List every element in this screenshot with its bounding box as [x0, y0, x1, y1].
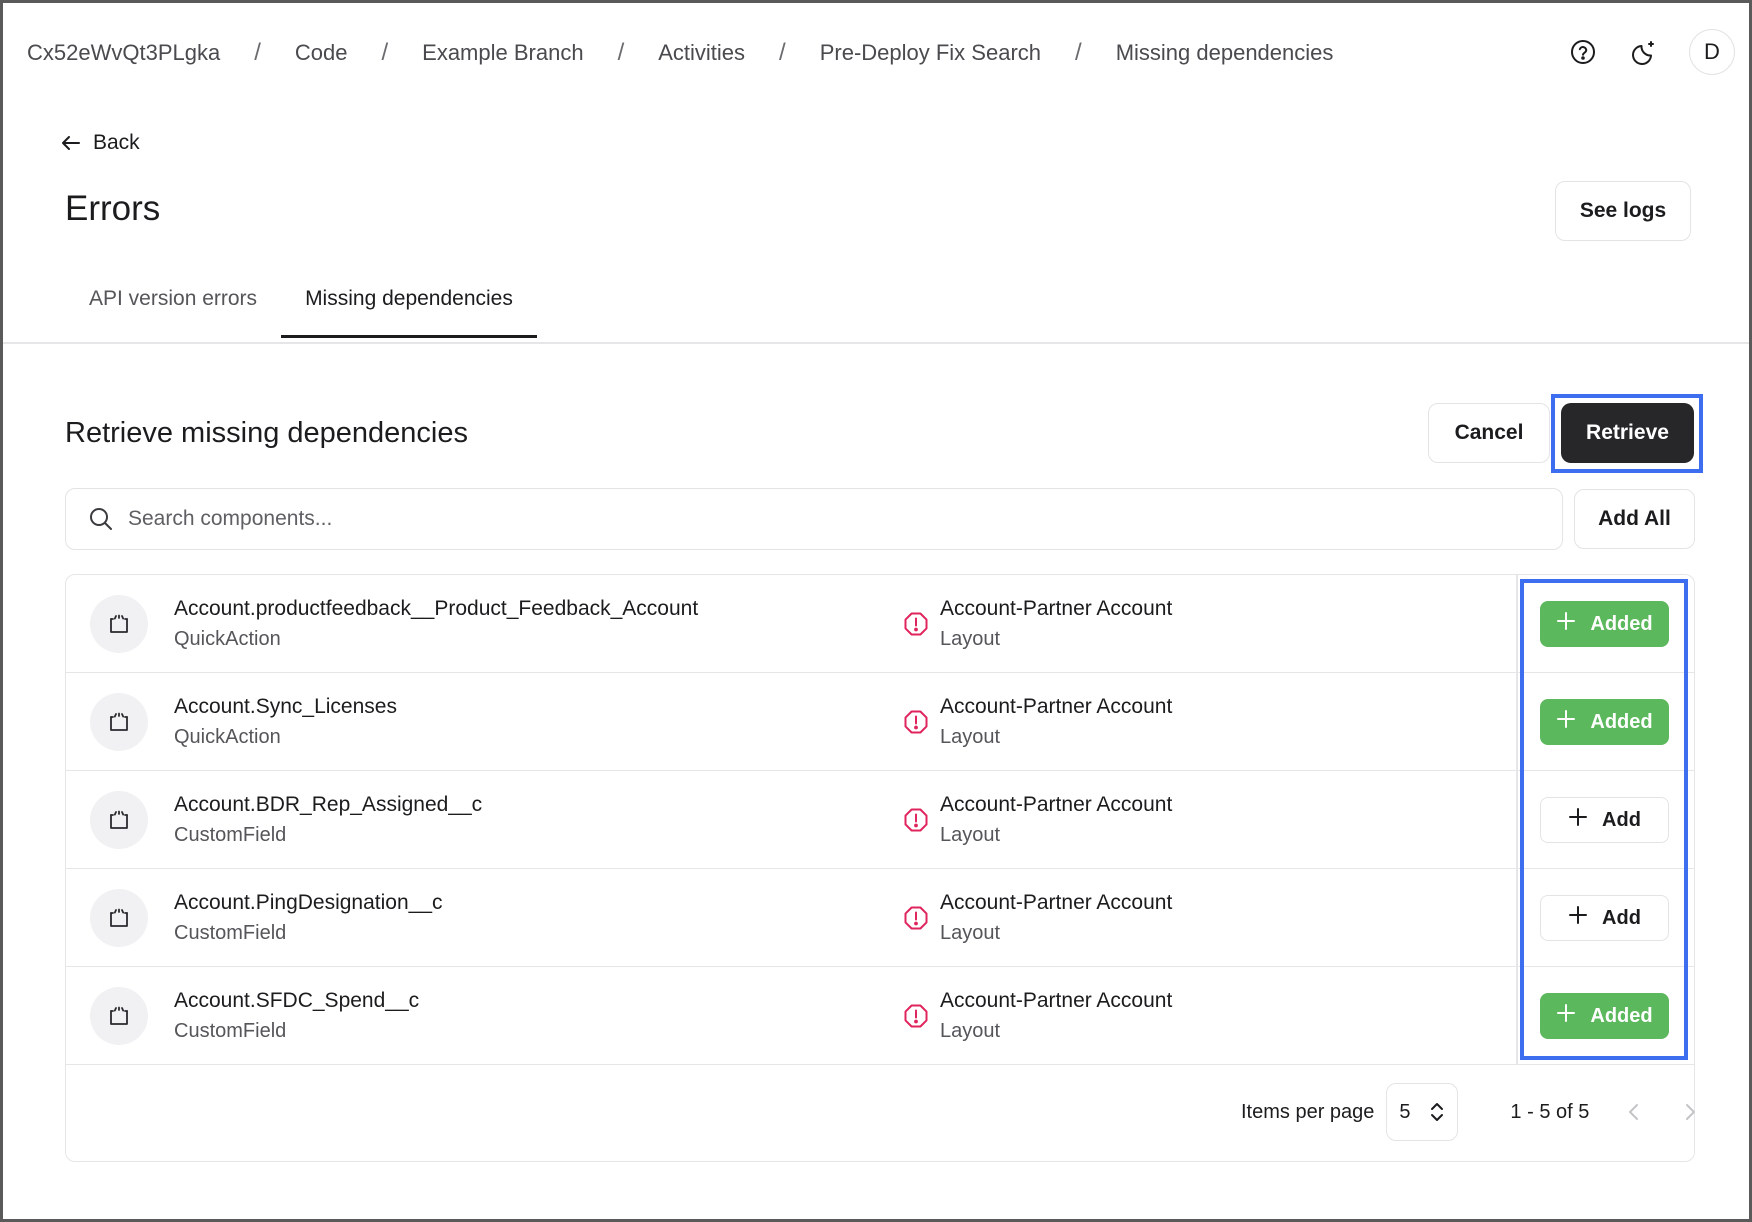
dependency-name: Account-Partner Account	[940, 989, 1173, 1012]
breadcrumb-item[interactable]: Example Branch	[422, 40, 584, 65]
search-input[interactable]	[128, 507, 1528, 531]
chevron-left-icon	[1627, 1101, 1641, 1123]
tab-api-version-errors[interactable]: API version errors	[89, 287, 258, 310]
table-rows	[66, 575, 1694, 1065]
component-icon	[90, 791, 148, 849]
component-icon	[90, 693, 148, 751]
row-add-button-label: Added	[1590, 710, 1653, 733]
breadcrumb-separator: /	[617, 39, 625, 66]
component-icon	[90, 987, 148, 1045]
search-icon	[88, 506, 114, 532]
items-per-page-select[interactable]	[1386, 1083, 1458, 1141]
dependency-type: Layout	[940, 922, 1001, 944]
header-actions	[1565, 29, 1735, 75]
chevron-right-icon	[1683, 1101, 1697, 1123]
component-type: QuickAction	[174, 628, 281, 650]
breadcrumb-separator: /	[1075, 39, 1082, 66]
section-title: Retrieve missing dependencies	[65, 417, 468, 449]
table-row	[66, 673, 1694, 771]
warning-octagon-icon	[902, 610, 930, 638]
component-name: Account.BDR_Rep_Assigned__c	[174, 793, 483, 816]
breadcrumb	[27, 39, 1333, 67]
dependency-type: Layout	[940, 628, 1001, 650]
dependency-name: Account-Partner Account	[940, 891, 1173, 914]
component-name: Account.SFDC_Spend__c	[174, 989, 420, 1012]
dependency-type: Layout	[940, 824, 1001, 846]
actions-highlight-box	[1520, 579, 1688, 1060]
row-add-button-label: Add	[1602, 906, 1641, 929]
tab-bar	[65, 265, 537, 337]
component-type: QuickAction	[174, 726, 281, 748]
warning-octagon-icon	[902, 708, 930, 736]
items-per-page-value: 5	[1399, 1100, 1411, 1123]
dependency-name: Account-Partner Account	[940, 695, 1173, 718]
tab-missing-dependencies[interactable]: Missing dependencies	[281, 265, 537, 337]
component-icon	[90, 595, 148, 653]
previous-page-button[interactable]	[1623, 1101, 1645, 1123]
breadcrumb-item-current: Missing dependencies	[1115, 40, 1334, 65]
dependencies-table	[65, 574, 1695, 1162]
avatar[interactable]: D	[1689, 29, 1735, 75]
breadcrumb-separator: /	[254, 39, 261, 66]
component-name: Account.PingDesignation__c	[174, 891, 443, 914]
component-type: CustomField	[174, 824, 287, 846]
items-per-page-label: Items per page	[1241, 1100, 1375, 1123]
component-icon	[90, 889, 148, 947]
add-all-button[interactable]: Add All	[1574, 489, 1695, 549]
dependency-name: Account-Partner Account	[940, 597, 1173, 620]
component-name: Account.productfeedback__Product_Feedback_Account	[174, 597, 699, 620]
row-add-button-label: Added	[1590, 1004, 1653, 1027]
back-button[interactable]	[59, 131, 140, 155]
breadcrumb-item[interactable]: Cx52eWvQt3PLgka	[27, 40, 221, 65]
arrow-left-icon	[59, 131, 83, 155]
theme-toggle-icon[interactable]	[1627, 34, 1663, 70]
row-add-button-label: Add	[1602, 808, 1641, 831]
chevron-up-down-icon	[1429, 1101, 1445, 1123]
see-logs-button[interactable]: See logs	[1555, 181, 1691, 241]
dependency-type: Layout	[940, 726, 1001, 748]
table-row	[66, 869, 1694, 967]
breadcrumb-separator: /	[381, 39, 389, 66]
back-label: Back	[93, 131, 140, 154]
warning-octagon-icon	[902, 1002, 930, 1030]
row-add-button-label: Added	[1590, 612, 1653, 635]
table-row	[66, 967, 1694, 1065]
warning-octagon-icon	[902, 806, 930, 834]
dependency-name: Account-Partner Account	[940, 793, 1173, 816]
help-circle-icon[interactable]	[1565, 34, 1601, 70]
breadcrumb-item[interactable]: Activities	[658, 40, 746, 65]
retrieve-button[interactable]: Retrieve	[1561, 403, 1694, 463]
table-row	[66, 771, 1694, 869]
pagination	[1241, 1083, 1701, 1141]
component-name: Account.Sync_Licenses	[174, 695, 397, 718]
component-type: CustomField	[174, 1020, 287, 1042]
breadcrumb-item[interactable]: Code	[294, 40, 348, 65]
breadcrumb-separator: /	[779, 39, 786, 66]
warning-octagon-icon	[902, 904, 930, 932]
tabs-divider	[3, 342, 1749, 344]
component-type: CustomField	[174, 922, 287, 944]
next-page-button[interactable]	[1679, 1101, 1701, 1123]
pagination-range: 1 - 5 of 5	[1510, 1100, 1590, 1123]
page-title: Errors	[65, 189, 161, 228]
breadcrumb-item[interactable]: Pre-Deploy Fix Search	[819, 40, 1042, 65]
dependency-type: Layout	[940, 1020, 1001, 1042]
top-bar	[3, 3, 1749, 103]
search-box	[65, 488, 1563, 550]
table-row	[66, 575, 1694, 673]
cancel-button[interactable]: Cancel	[1428, 403, 1550, 463]
